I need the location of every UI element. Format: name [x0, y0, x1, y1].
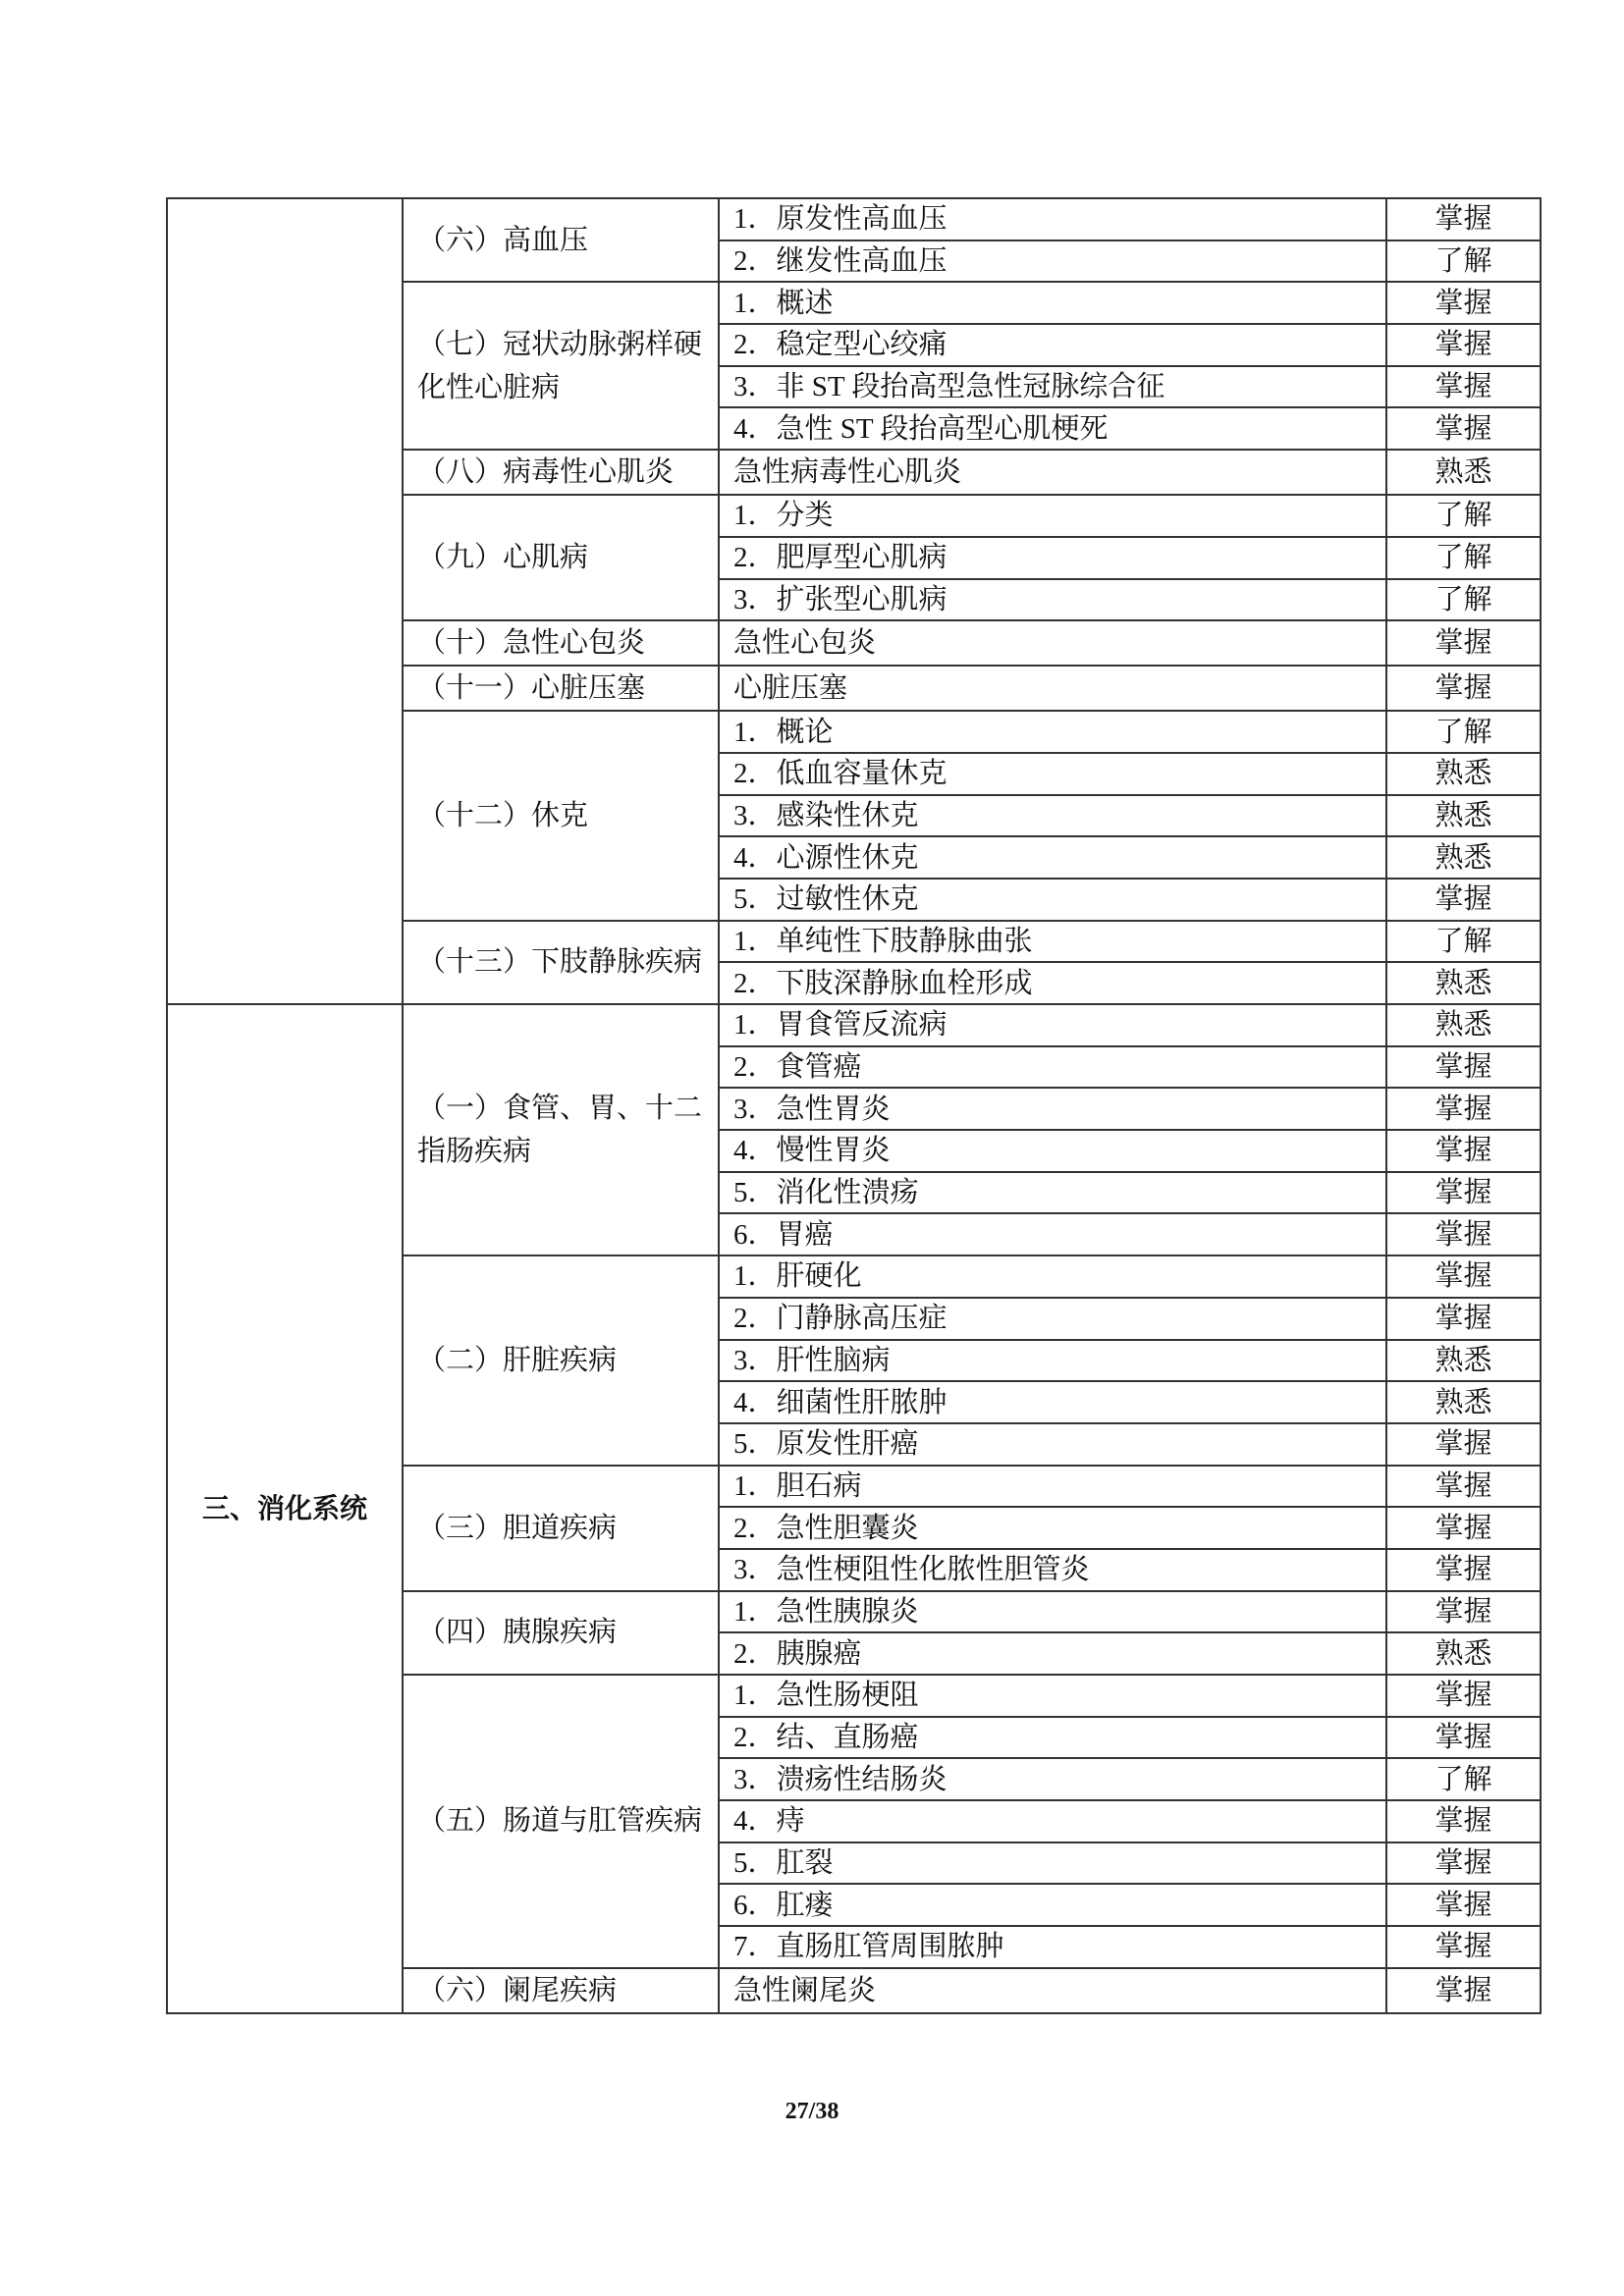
requirement-level: 掌握: [1386, 1884, 1541, 1926]
topic-item: 3．肝性脑病: [719, 1340, 1386, 1382]
requirement-level: 掌握: [1386, 666, 1541, 711]
requirement-level: 掌握: [1386, 1507, 1541, 1549]
requirement-level: 熟悉: [1386, 753, 1541, 795]
topic-item: 4．细菌性肝脓肿: [719, 1381, 1386, 1423]
requirement-level: 掌握: [1386, 1046, 1541, 1089]
requirement-level: 掌握: [1386, 1213, 1541, 1255]
requirement-level: 掌握: [1386, 620, 1541, 666]
topic-group-name: （三）胆道疾病: [403, 1466, 719, 1591]
requirement-level: 了解: [1386, 1758, 1541, 1800]
requirement-level: 熟悉: [1386, 1381, 1541, 1423]
section-title: [167, 198, 403, 1004]
topic-group-name: （十二）休克: [403, 711, 719, 920]
requirement-level: 掌握: [1386, 1675, 1541, 1717]
topic-item: 3．非 ST 段抬高型急性冠脉综合征: [719, 366, 1386, 408]
topic-item: 4．心源性休克: [719, 836, 1386, 879]
topic-item: 6．胃癌: [719, 1213, 1386, 1255]
requirement-level: 了解: [1386, 579, 1541, 621]
topic-item: 心脏压塞: [719, 666, 1386, 711]
topic-item: 1．原发性高血压: [719, 198, 1386, 240]
topic-group-name: （九）心肌病: [403, 495, 719, 620]
topic-item: 4．急性 ST 段抬高型心肌梗死: [719, 407, 1386, 450]
topic-item: 2．门静脉高压症: [719, 1298, 1386, 1340]
topic-item: 5．肛裂: [719, 1842, 1386, 1885]
requirement-level: 掌握: [1386, 1088, 1541, 1130]
requirement-level: 了解: [1386, 921, 1541, 963]
topic-group-name: （六）阑尾疾病: [403, 1968, 719, 2013]
requirement-level: 了解: [1386, 711, 1541, 753]
topic-group-name: （一）食管、胃、十二指肠疾病: [403, 1004, 719, 1255]
topic-item: 1．概论: [719, 711, 1386, 753]
requirement-level: 了解: [1386, 537, 1541, 579]
requirement-level: 掌握: [1386, 1842, 1541, 1885]
page-number: 27/38: [785, 2099, 839, 2124]
requirement-level: 掌握: [1386, 1466, 1541, 1508]
topic-item: 5．消化性溃疡: [719, 1172, 1386, 1214]
topic-item: 2．肥厚型心肌病: [719, 537, 1386, 579]
topic-item: 3．溃疡性结肠炎: [719, 1758, 1386, 1800]
requirement-level: 掌握: [1386, 1298, 1541, 1340]
topic-group-name: （十三）下肢静脉疾病: [403, 921, 719, 1004]
topic-item: 1．单纯性下肢静脉曲张: [719, 921, 1386, 963]
topic-group-name: （八）病毒性心肌炎: [403, 450, 719, 495]
requirement-level: 掌握: [1386, 879, 1541, 921]
topic-item: 4．慢性胃炎: [719, 1130, 1386, 1172]
topic-item: 6．肛瘘: [719, 1884, 1386, 1926]
topic-group-name: （七）冠状动脉粥样硬化性心脏病: [403, 282, 719, 450]
topic-item: 1．胃食管反流病: [719, 1004, 1386, 1046]
requirement-level: 熟悉: [1386, 450, 1541, 495]
syllabus-table-body: [167, 198, 1541, 2013]
requirement-level: 掌握: [1386, 1926, 1541, 1968]
requirement-level: 掌握: [1386, 1549, 1541, 1591]
requirement-level: 了解: [1386, 495, 1541, 537]
topic-item: 7．直肠肛管周围脓肿: [719, 1926, 1386, 1968]
topic-item: 2．结、直肠癌: [719, 1717, 1386, 1759]
requirement-level: 掌握: [1386, 198, 1541, 240]
requirement-level: 掌握: [1386, 407, 1541, 450]
topic-group-name: （四）胰腺疾病: [403, 1591, 719, 1675]
requirement-level: 熟悉: [1386, 836, 1541, 879]
topic-group-name: （二）肝脏疾病: [403, 1255, 719, 1465]
requirement-level: 掌握: [1386, 1255, 1541, 1298]
topic-item: 急性心包炎: [719, 620, 1386, 666]
topic-item: 1．分类: [719, 495, 1386, 537]
topic-item: 急性阑尾炎: [719, 1968, 1386, 2013]
topic-item: 2．下肢深静脉血栓形成: [719, 962, 1386, 1004]
requirement-level: 掌握: [1386, 324, 1541, 366]
topic-item: 1．概述: [719, 282, 1386, 324]
topic-item: 3．扩张型心肌病: [719, 579, 1386, 621]
requirement-level: 掌握: [1386, 282, 1541, 324]
topic-group-name: （十一）心脏压塞: [403, 666, 719, 711]
topic-item: 2．急性胆囊炎: [719, 1507, 1386, 1549]
topic-item: 3．急性胃炎: [719, 1088, 1386, 1130]
requirement-level: 熟悉: [1386, 1004, 1541, 1046]
syllabus-table: [166, 197, 1542, 2014]
topic-group-name: （五）肠道与肛管疾病: [403, 1675, 719, 1968]
topic-item: 2．低血容量休克: [719, 753, 1386, 795]
topic-item: 2．稳定型心绞痛: [719, 324, 1386, 366]
topic-item: 1．急性肠梗阻: [719, 1675, 1386, 1717]
requirement-level: 熟悉: [1386, 962, 1541, 1004]
requirement-level: 掌握: [1386, 1130, 1541, 1172]
requirement-level: 熟悉: [1386, 1340, 1541, 1382]
topic-item: 4．痔: [719, 1800, 1386, 1842]
topic-item: 3．感染性休克: [719, 795, 1386, 837]
requirement-level: 熟悉: [1386, 795, 1541, 837]
topic-item: 1．肝硬化: [719, 1255, 1386, 1298]
topic-item: 1．急性胰腺炎: [719, 1591, 1386, 1633]
requirement-level: 掌握: [1386, 1717, 1541, 1759]
requirement-level: 了解: [1386, 240, 1541, 283]
topic-item: 5．过敏性休克: [719, 879, 1386, 921]
requirement-level: 掌握: [1386, 366, 1541, 408]
topic-item: 急性病毒性心肌炎: [719, 450, 1386, 495]
requirement-level: 掌握: [1386, 1968, 1541, 2013]
topic-item: 2．胰腺癌: [719, 1632, 1386, 1675]
topic-item: 2．继发性高血压: [719, 240, 1386, 283]
requirement-level: 掌握: [1386, 1172, 1541, 1214]
table-row: [167, 1004, 1541, 1046]
topic-group-name: （十）急性心包炎: [403, 620, 719, 666]
requirement-level: 掌握: [1386, 1591, 1541, 1633]
topic-item: 3．急性梗阻性化脓性胆管炎: [719, 1549, 1386, 1591]
topic-item: 5．原发性肝癌: [719, 1423, 1386, 1466]
requirement-level: 掌握: [1386, 1800, 1541, 1842]
topic-item: 1．胆石病: [719, 1466, 1386, 1508]
requirement-level: 熟悉: [1386, 1632, 1541, 1675]
table-row: [167, 198, 1541, 240]
topic-item: 2．食管癌: [719, 1046, 1386, 1089]
topic-group-name: （六）高血压: [403, 198, 719, 282]
requirement-level: 掌握: [1386, 1423, 1541, 1466]
section-title: 三、消化系统: [167, 1004, 403, 2013]
